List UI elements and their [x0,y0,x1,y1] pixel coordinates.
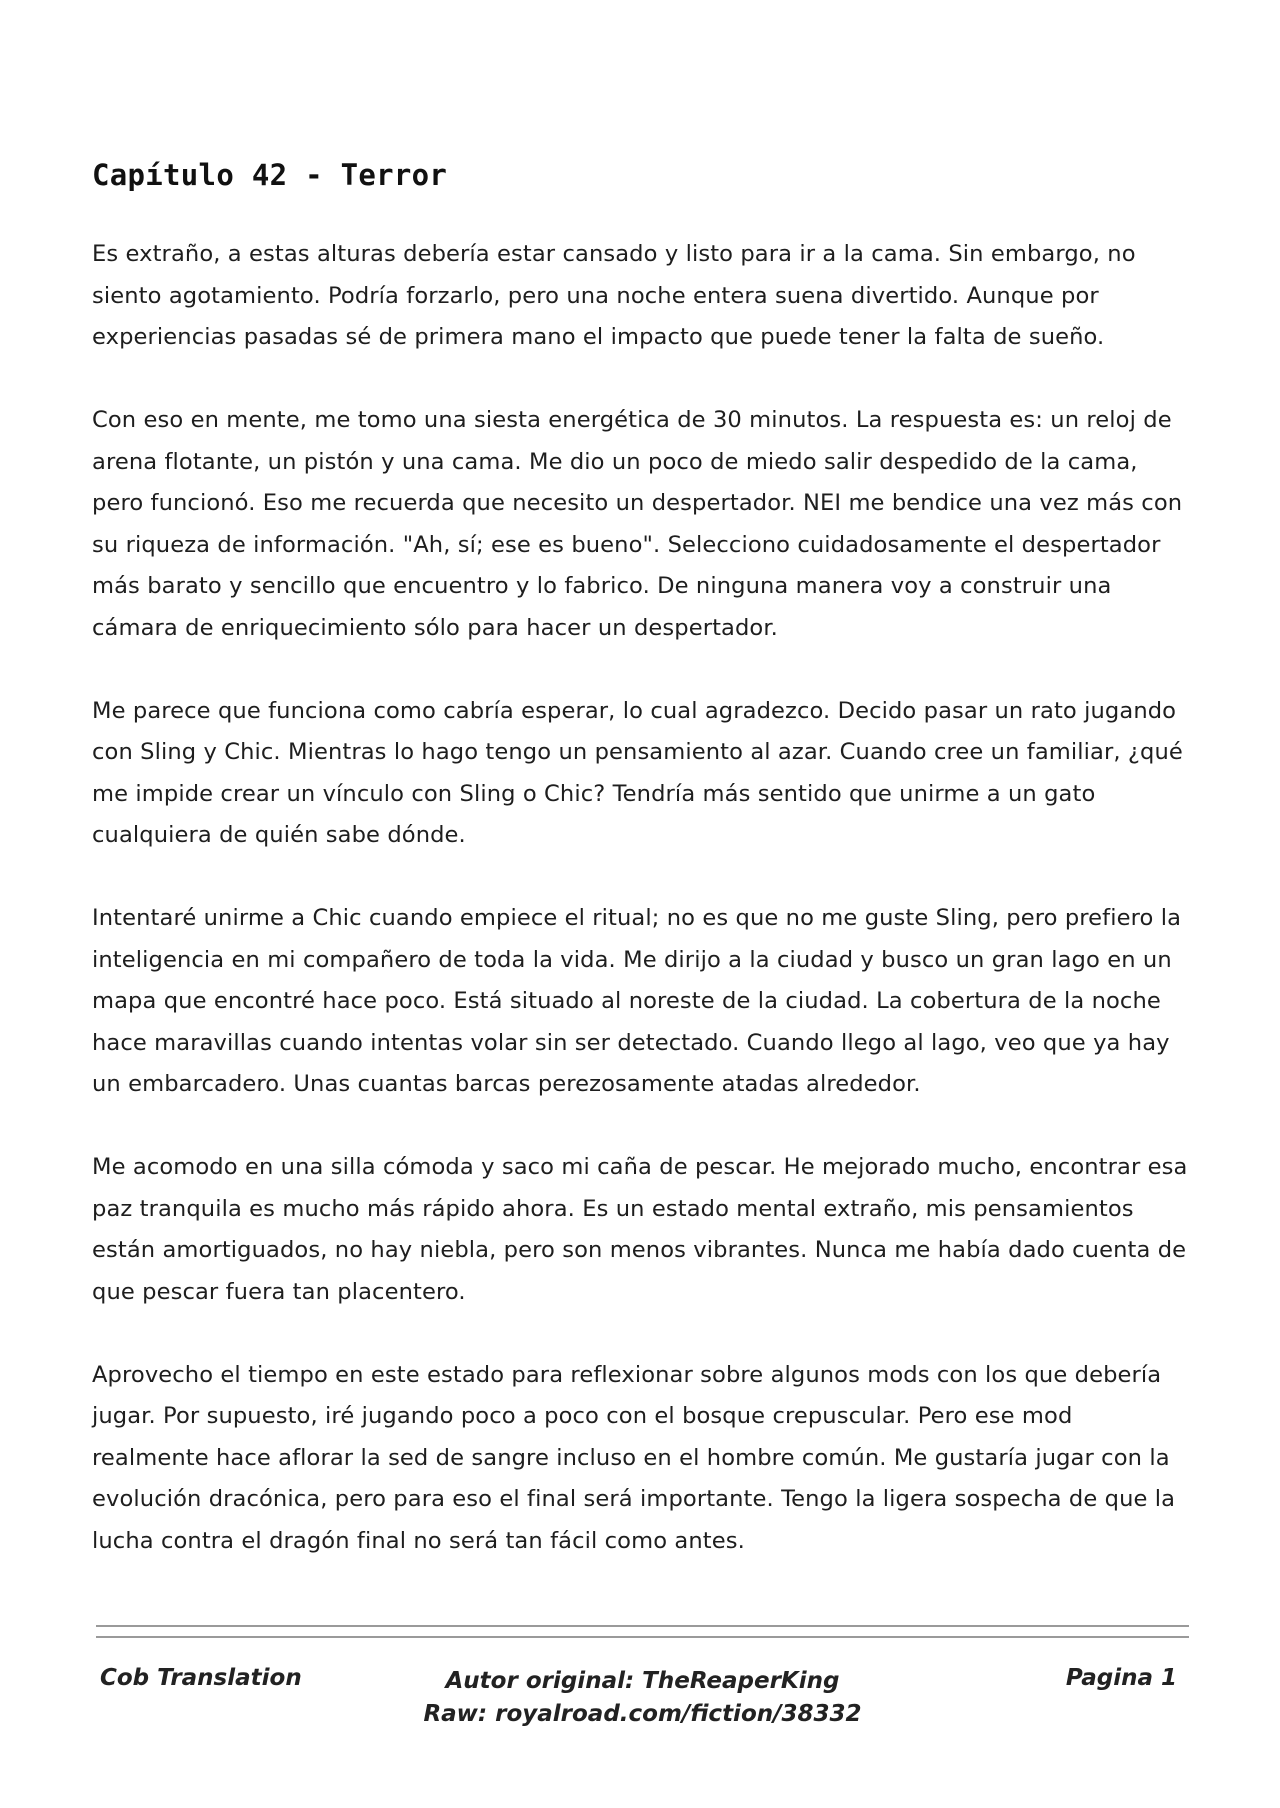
chapter-title: Capítulo 42 - Terror [92,158,448,192]
paragraph: Con eso en mente, me tomo una siesta energética de 30 minutos. La respuesta es: un reloj de arena flotante, un pistón y una cama. Me dio un poco de miedo salir despedido de la cama, pero funcionó. Eso me recuerda que necesito un despertador. NEI me bendice una vez más con su riqueza de información. "Ah, sí; ese es bueno". Selecciono cuidadosamente el despertador más barato y sencillo que encuentro y lo fabrico. De ninguna manera voy a construir una cámara de enriquecimiento sólo para hacer un despertador. [92,407,1183,641]
footer-divider-bottom [96,1636,1189,1638]
document-body [92,158,1192,1604]
paragraph: Me parece que funciona como cabría esperar, lo cual agradezco. Decido pasar un rato jugando con Sling y Chic. Mientras lo hago tengo un pensamiento al azar. Cuando cree un familiar, ¿qué me impide crear un vínculo con Sling o Chic? Tendría más sentido que unirme a un gato cualquiera de quién sabe dónde. [92,697,1183,848]
paragraph: Me acomodo en una silla cómoda y saco mi caña de pescar. He mejorado mucho, encontrar esa paz tranquila es mucho más rápido ahora. Es un estado mental extraño, mis pensamientos están amortiguados, no hay niebla, pero son menos vibrantes. Nunca me había dado cuenta de que pescar fuera tan placentero. [92,1154,1188,1305]
paragraph: Aprovecho el tiempo en este estado para reflexionar sobre algunos mods con los que debería jugar. Por supuesto, iré jugando poco a poco con el bosque crepuscular. Pero ese mod realmente hace aflorar la sed de sangre incluso en el hombre común. Me gustaría jugar con la evolución dracónica, pero para eso el final será importante. Tengo la ligera sospecha de que la lucha contra el dragón final no será tan fácil como antes. [92,1361,1176,1554]
footer-credits [96,1665,1189,1731]
footer-translator: Cob Translation [100,1665,302,1691]
footer-divider-top [96,1625,1189,1627]
page-footer [96,1665,1189,1735]
footer-raw-source: Raw: royalroad.com/fiction/38332 [423,1701,862,1727]
paragraph: Intentaré unirme a Chic cuando empiece el ritual; no es que no me guste Sling, pero prefiero la inteligencia en mi compañero de toda la vida. Me dirijo a la ciudad y busco un gran lago en un mapa que encontré hace poco. Está situado al noreste de la ciudad. La cobertura de la noche hace maravillas cuando intentas volar sin ser detectado. Cuando llego al lago, veo que ya hay un embarcadero. Unas cuantas barcas perezosamente atadas alrededor. [92,905,1182,1097]
footer-author: Autor original: TheReaperKing [445,1668,840,1694]
paragraph: Es extraño, a estas alturas debería estar cansado y listo para ir a la cama. Sin embargo, no siento agotamiento. Podría forzarlo, pero una noche entera suena divertido. Aunque por experiencias pasadas sé de primera mano el impacto que puede tener la falta de sueño. [92,241,1136,350]
footer-page-number: Pagina 1 [1065,1665,1177,1691]
